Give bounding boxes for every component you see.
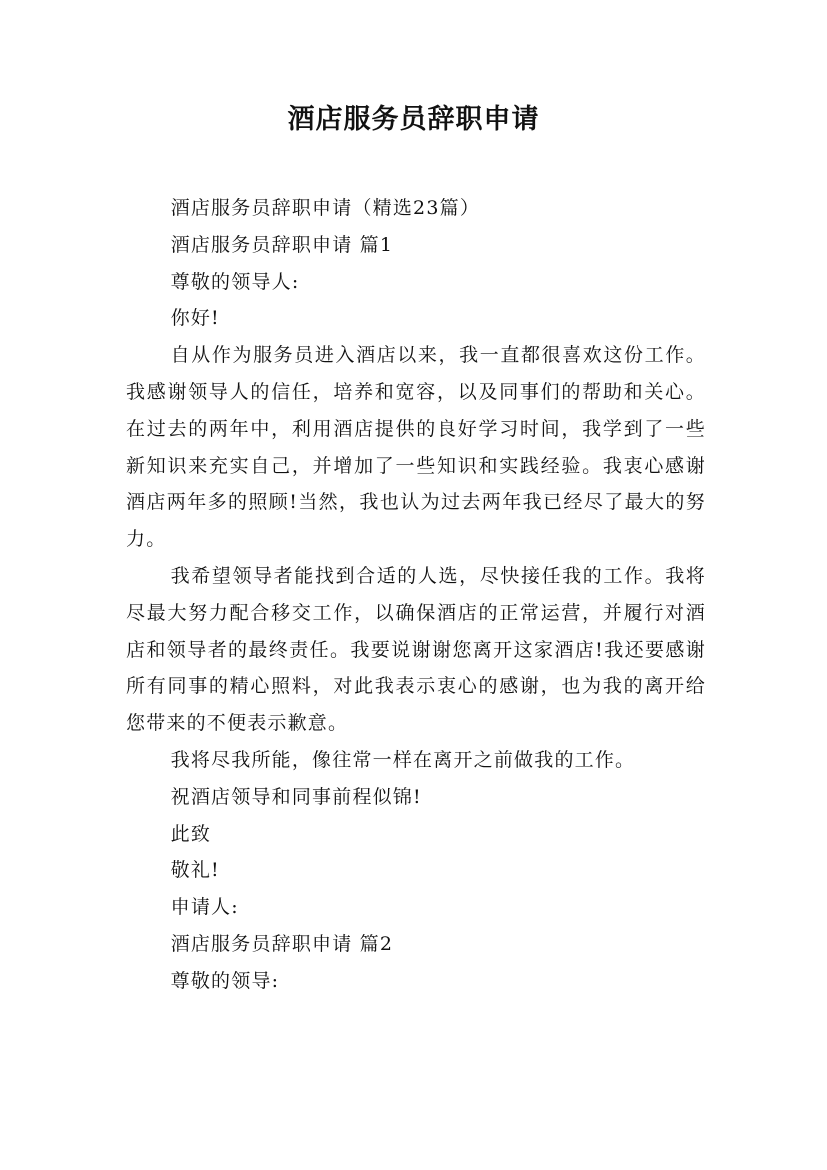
paragraph-wishes: 祝酒店领导和同事前程似锦! <box>170 785 422 808</box>
paragraph-salutation-2: 尊敬的领导: <box>170 969 280 992</box>
paragraph-greeting: 你好! <box>170 307 220 330</box>
paragraph-section-heading-1: 酒店服务员辞职申请 篇1 <box>170 233 394 256</box>
paragraph-body-1: 自从作为服务员进入酒店以来，我一直都很喜欢这份工作。我感谢领导人的信任，培养和宽容，以及同事们的帮助和关心。在过去的两年中，利用酒店提供的良好学习时间，我学到了一些新知识来充实自己，并增加了一些知识和实践经验。我衷心感谢酒店两年多的照顾!当然，我也认为过去两年我已经尽了最大的努力。 <box>126 344 706 551</box>
paragraph-subtitle: 酒店服务员辞职申请（精选23篇） <box>170 197 481 219</box>
paragraph-salutation: 尊敬的领导人: <box>170 270 300 293</box>
document-body <box>126 190 706 1000</box>
paragraph-regards: 敬礼! <box>170 859 220 882</box>
paragraph-closing: 此致 <box>170 822 212 845</box>
paragraph-body-3: 我将尽我所能，像往常一样在离开之前做我的工作。 <box>170 748 636 771</box>
paragraph-applicant: 申请人: <box>170 896 239 919</box>
paragraph-section-heading-2: 酒店服务员辞职申请 篇2 <box>170 932 394 955</box>
document-title: 酒店服务员辞职申请 <box>287 104 540 135</box>
paragraph-body-2: 我希望领导者能找到合适的人选，尽快接任我的工作。我将尽最大努力配合移交工作，以确保酒店的正常运营，并履行对酒店和领导者的最终责任。我要说谢谢您离开这家酒店!我还要感谢所有同事的精心照料，对此我表示衷心的感谢，也为我的离开给您带来的不便表示歉意。 <box>126 564 706 735</box>
